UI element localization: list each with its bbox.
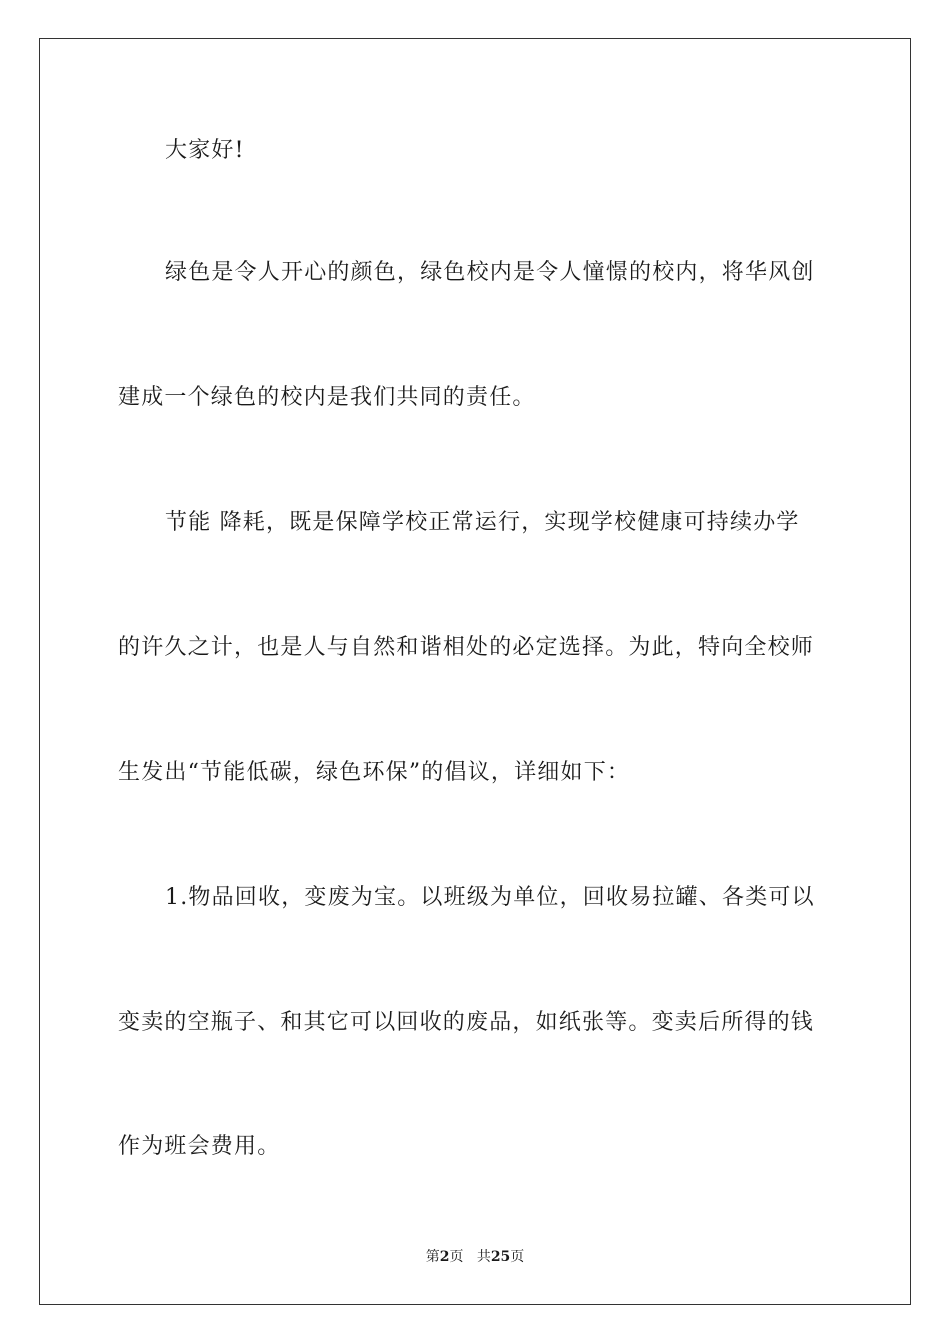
- current-page-number: 2: [439, 1249, 450, 1265]
- page-prefix: 第: [425, 1249, 440, 1265]
- greeting-line: 大家好!: [165, 138, 245, 163]
- paragraph-2-line-2: 的许久之计，也是人与自然和谐相处的必定选择。为此，特向全校师: [118, 635, 815, 660]
- paragraph-2-line-3: 生发出“节能低碳，绿色环保”的倡议，详细如下：: [118, 760, 631, 785]
- page-suffix: 页: [449, 1249, 464, 1265]
- total-suffix: 页: [510, 1249, 525, 1265]
- total-pages-number: 25: [490, 1249, 511, 1265]
- paragraph-1-line-2: 建成一个绿色的校内是我们共同的责任。: [118, 385, 536, 410]
- paragraph-2-line-1: 节能 降耗，既是保障学校正常运行，实现学校健康可持续办学: [165, 510, 800, 535]
- item-1-line-2: 变卖的空瓶子、和其它可以回收的废品，如纸张等。变卖后所得的钱: [118, 1010, 815, 1035]
- total-prefix: 共: [476, 1249, 491, 1265]
- page-footer: [0, 1248, 950, 1266]
- paragraph-1-line-1: 绿色是令人开心的颜色，绿色校内是令人憧憬的校内，将华风创: [165, 260, 815, 285]
- item-1-line-1: 1.物品回收，变废为宝。以班级为单位，回收易拉罐、各类可以: [165, 885, 815, 910]
- page-border: [39, 38, 911, 1305]
- item-1-line-3: 作为班会费用。: [118, 1134, 281, 1159]
